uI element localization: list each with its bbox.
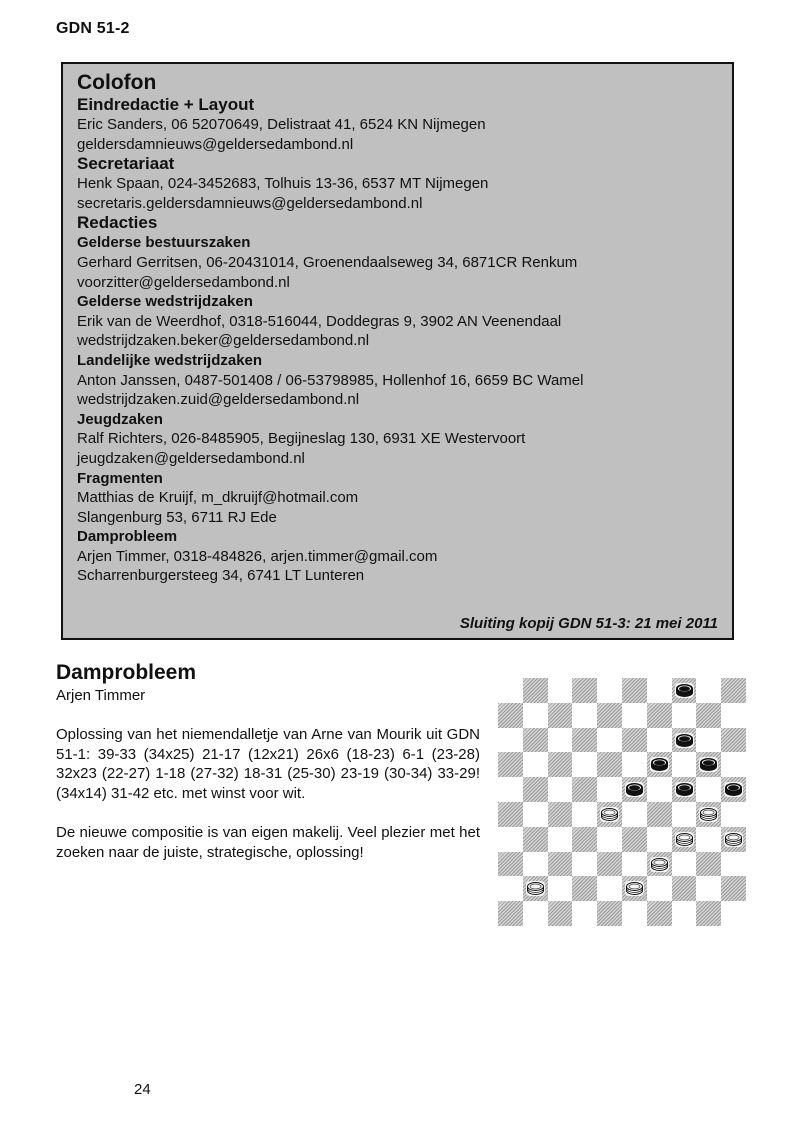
- board-square-dark: [672, 876, 697, 901]
- board-square-light: [721, 752, 746, 777]
- board-square-dark: [721, 728, 746, 753]
- board-square-light: [647, 827, 672, 852]
- colofon-section-heading: Jeugdzaken: [77, 410, 163, 428]
- board-square-light: [696, 728, 721, 753]
- colofon-contact-line: Erik van de Weerdhof, 0318-516044, Doddegras 9, 3902 AN Veenendaal: [77, 312, 562, 330]
- board-square-light: [523, 802, 548, 827]
- board-square-dark: [572, 678, 597, 703]
- board-square-dark: [498, 852, 523, 877]
- board-square-dark: [696, 802, 721, 827]
- board-square-light: [523, 901, 548, 926]
- board-square-dark: [647, 901, 672, 926]
- colofon-contact-line: wedstrijdzaken.beker@geldersedambond.nl: [77, 332, 370, 350]
- board-square-light: [721, 802, 746, 827]
- board-square-dark: [523, 728, 548, 753]
- board-square-dark: [548, 852, 573, 877]
- draughts-board: [498, 678, 746, 926]
- black-piece-icon: [625, 782, 644, 797]
- board-square-light: [498, 827, 523, 852]
- black-piece-icon: [699, 757, 718, 772]
- board-square-light: [647, 777, 672, 802]
- board-square-light: [548, 678, 573, 703]
- white-piece-icon: [600, 807, 619, 822]
- board-square-light: [647, 678, 672, 703]
- colofon-title: Colofon: [77, 71, 157, 94]
- board-square-light: [696, 777, 721, 802]
- board-square-dark: [696, 901, 721, 926]
- board-square-dark: [597, 703, 622, 728]
- white-piece-icon: [675, 832, 694, 847]
- board-square-light: [672, 703, 697, 728]
- board-square-dark: [498, 802, 523, 827]
- board-square-light: [572, 802, 597, 827]
- colofon-contact-line: Scharrenburgersteeg 34, 6741 LT Lunteren: [77, 567, 365, 585]
- board-square-dark: [696, 852, 721, 877]
- board-square-dark: [672, 827, 697, 852]
- board-square-light: [548, 827, 573, 852]
- board-square-dark: [572, 728, 597, 753]
- colofon-section-heading: Landelijke wedstrijdzaken: [77, 351, 263, 369]
- colofon-section-heading: Eindredactie + Layout: [77, 95, 255, 114]
- white-piece-icon: [625, 881, 644, 896]
- board-square-dark: [523, 827, 548, 852]
- board-square-dark: [498, 752, 523, 777]
- colofon-section-heading: Secretariaat: [77, 154, 175, 174]
- board-square-dark: [721, 678, 746, 703]
- damprobleem-article: [56, 660, 480, 862]
- colofon-contact-line: Matthias de Kruijf, m_dkruijf@hotmail.com: [77, 489, 359, 507]
- colofon-section-heading: Damprobleem: [77, 528, 178, 546]
- board-square-light: [672, 752, 697, 777]
- board-square-dark: [548, 752, 573, 777]
- board-square-light: [498, 876, 523, 901]
- board-square-dark: [672, 678, 697, 703]
- board-square-dark: [597, 752, 622, 777]
- copy-deadline: Sluiting kopij GDN 51-3: 21 mei 2011: [459, 615, 718, 632]
- board-square-light: [721, 901, 746, 926]
- board-square-light: [523, 752, 548, 777]
- board-square-light: [622, 752, 647, 777]
- black-piece-icon: [675, 683, 694, 698]
- board-square-light: [548, 777, 573, 802]
- board-square-light: [622, 802, 647, 827]
- page-number: 24: [134, 1081, 151, 1098]
- board-square-light: [523, 852, 548, 877]
- board-square-dark: [572, 876, 597, 901]
- board-square-dark: [572, 777, 597, 802]
- board-square-dark: [597, 802, 622, 827]
- board-square-dark: [622, 827, 647, 852]
- board-square-dark: [498, 703, 523, 728]
- article-paragraph-new-problem: De nieuwe compositie is van eigen makelij. Veel plezier met het zoeken naar de juiste, strategische, oplossing!: [56, 824, 480, 861]
- board-square-dark: [647, 852, 672, 877]
- colofon-contact-line: Slangenburg 53, 6711 RJ Ede: [77, 508, 277, 526]
- board-square-dark: [672, 728, 697, 753]
- board-square-dark: [696, 703, 721, 728]
- colofon-contact-line: secretaris.geldersdamnieuws@geldersedambond.nl: [77, 194, 423, 212]
- board-square-light: [498, 678, 523, 703]
- board-square-dark: [498, 901, 523, 926]
- issue-id: GDN 51-2: [56, 20, 130, 37]
- board-square-dark: [548, 802, 573, 827]
- colofon-contact-line: geldersdamnieuws@geldersedambond.nl: [77, 135, 354, 153]
- white-piece-icon: [650, 857, 669, 872]
- colofon-contact-line: Anton Janssen, 0487-501408 / 06-53798985, Hollenhof 16, 6659 BC Wamel: [77, 371, 584, 389]
- board-square-dark: [647, 703, 672, 728]
- board-square-dark: [721, 827, 746, 852]
- article-author: Arjen Timmer: [56, 687, 146, 704]
- board-square-dark: [622, 876, 647, 901]
- colofon-contact-line: Gerhard Gerritsen, 06-20431014, Groenendaalseweg 34, 6871CR Renkum: [77, 253, 578, 271]
- article-title: Damprobleem: [56, 661, 197, 684]
- board-square-light: [548, 728, 573, 753]
- colofon-section-heading: Fragmenten: [77, 469, 163, 487]
- board-square-light: [647, 876, 672, 901]
- board-square-light: [696, 876, 721, 901]
- colofon-section-heading: Gelderse wedstrijdzaken: [77, 293, 253, 311]
- board-square-light: [672, 802, 697, 827]
- white-piece-icon: [699, 807, 718, 822]
- board-square-dark: [622, 777, 647, 802]
- board-square-light: [597, 678, 622, 703]
- board-square-dark: [721, 876, 746, 901]
- board-square-light: [572, 703, 597, 728]
- white-piece-icon: [724, 832, 743, 847]
- board-square-light: [721, 703, 746, 728]
- colofon-box: [61, 62, 734, 640]
- board-square-dark: [523, 777, 548, 802]
- board-square-light: [672, 901, 697, 926]
- board-square-light: [597, 827, 622, 852]
- board-square-light: [622, 703, 647, 728]
- board-square-light: [498, 728, 523, 753]
- board-square-dark: [647, 752, 672, 777]
- colofon-sections: [77, 95, 718, 586]
- black-piece-icon: [675, 733, 694, 748]
- board-square-light: [572, 752, 597, 777]
- board-square-light: [622, 901, 647, 926]
- colofon-section-heading: Gelderse bestuurszaken: [77, 234, 251, 252]
- black-piece-icon: [724, 782, 743, 797]
- board-square-dark: [597, 901, 622, 926]
- board-square-dark: [597, 852, 622, 877]
- board-square-dark: [523, 678, 548, 703]
- board-square-dark: [548, 703, 573, 728]
- colofon-contact-line: jeugdzaken@geldersedambond.nl: [77, 449, 305, 467]
- colofon-contact-line: Eric Sanders, 06 52070649, Delistraat 41, 6524 KN Nijmegen: [77, 116, 486, 133]
- board-square-light: [572, 852, 597, 877]
- article-paragraph-solution: Oplossing van het niemendalletje van Arne van Mourik uit GDN 51-1: 39-33 (34x25) 21-17 (12x21) 26x6 (18-23) 6-1 (23-28) 32x23 (22-27) 1-18 (27-32) 18-31 (25-30) 23-19 (30-34) 33-29! (34x14) 31-42 etc. met winst voor wit.: [56, 726, 480, 802]
- colofon-contact-line: Ralf Richters, 026-8485905, Begijneslag 130, 6931 XE Westervoort: [77, 430, 526, 448]
- colofon-section-heading: Redacties: [77, 213, 158, 233]
- board-square-light: [572, 901, 597, 926]
- board-square-light: [498, 777, 523, 802]
- colofon-contact-line: Henk Spaan, 024-3452683, Tolhuis 13-36, 6537 MT Nijmegen: [77, 175, 489, 193]
- board-square-dark: [622, 728, 647, 753]
- board-square-dark: [721, 777, 746, 802]
- white-piece-icon: [526, 881, 545, 896]
- board-square-light: [647, 728, 672, 753]
- board-square-dark: [622, 678, 647, 703]
- board-square-light: [548, 876, 573, 901]
- black-piece-icon: [675, 782, 694, 797]
- board-square-light: [696, 678, 721, 703]
- board-square-dark: [647, 802, 672, 827]
- board-square-dark: [548, 901, 573, 926]
- board-square-light: [597, 728, 622, 753]
- board-square-dark: [672, 777, 697, 802]
- board-square-dark: [523, 876, 548, 901]
- board-square-light: [696, 827, 721, 852]
- board-square-light: [721, 852, 746, 877]
- board-square-dark: [572, 827, 597, 852]
- board-square-dark: [696, 752, 721, 777]
- colofon-contact-line: Arjen Timmer, 0318-484826, arjen.timmer@gmail.com: [77, 547, 438, 565]
- board-square-light: [597, 876, 622, 901]
- black-piece-icon: [650, 757, 669, 772]
- board-square-light: [622, 852, 647, 877]
- colofon-contact-line: voorzitter@geldersedambond.nl: [77, 273, 290, 291]
- board-square-light: [672, 852, 697, 877]
- board-square-light: [597, 777, 622, 802]
- colofon-contact-line: wedstrijdzaken.zuid@geldersedambond.nl: [77, 391, 360, 409]
- board-square-light: [523, 703, 548, 728]
